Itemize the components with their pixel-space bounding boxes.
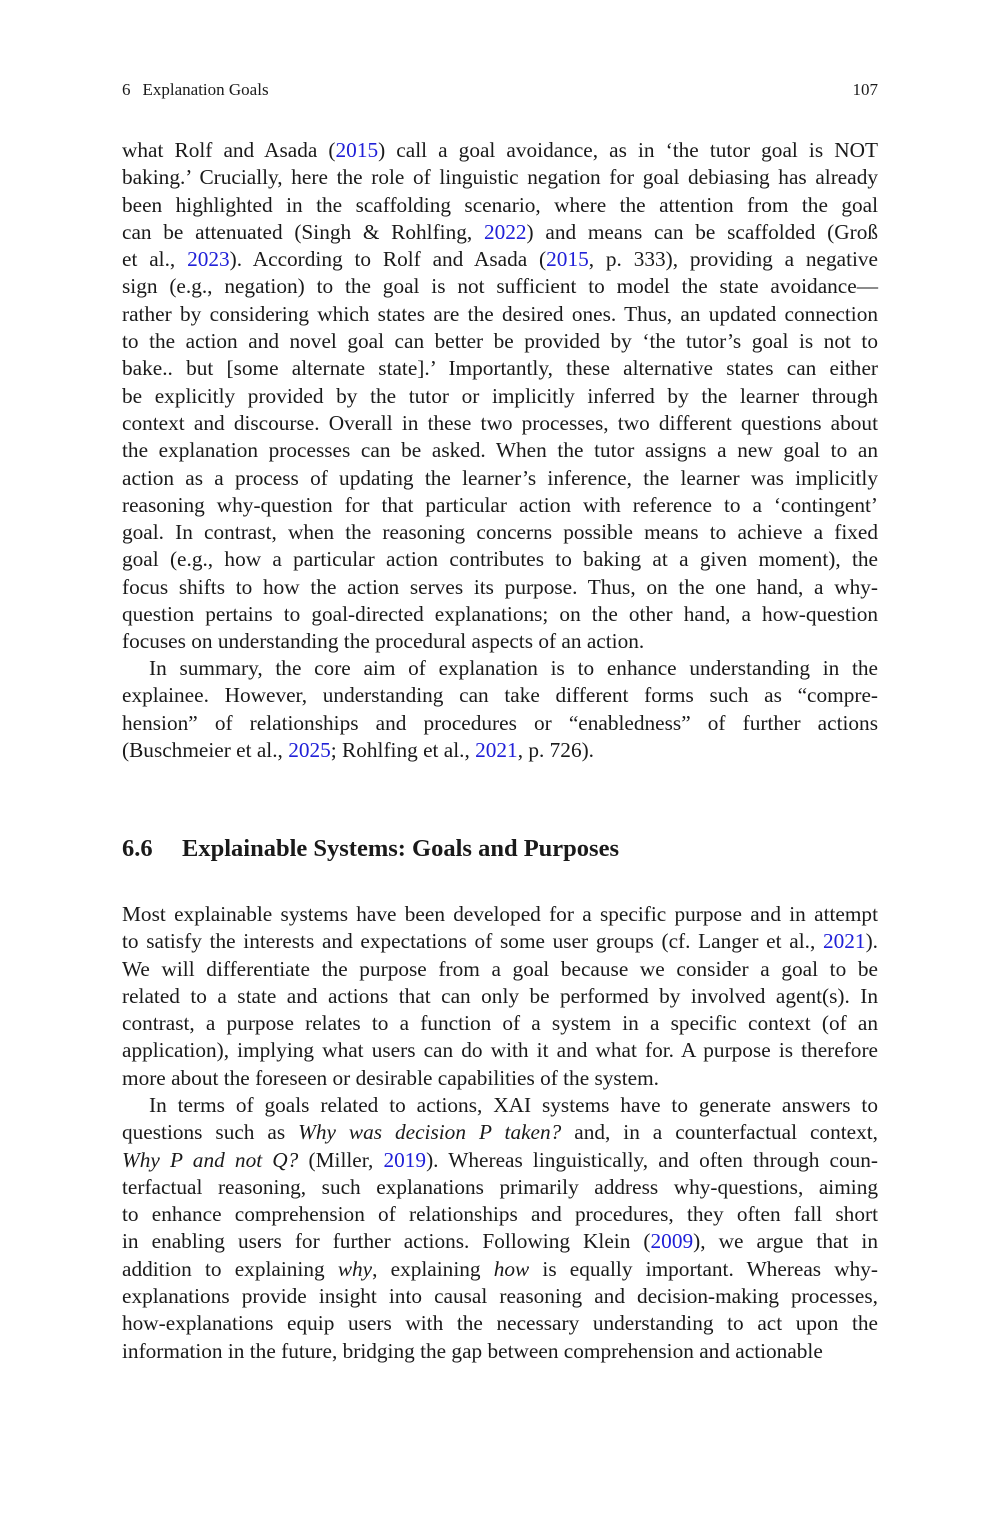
text-line bbox=[122, 1228, 878, 1255]
text-run: focus shifts to how the action serves its purpose. Thus, on the one hand, a why- bbox=[122, 574, 878, 599]
paragraph-goal-avoidance bbox=[122, 137, 878, 656]
text-run: be explicitly provided by the tutor or implicitly inferred by the learner through bbox=[122, 383, 878, 408]
text-line bbox=[122, 383, 878, 410]
text-line bbox=[122, 655, 878, 682]
citation-link[interactable]: 2021 bbox=[822, 929, 866, 954]
text-run: information in the future, bridging the gap between comprehension and actionable bbox=[122, 1338, 823, 1363]
text-line bbox=[122, 465, 878, 492]
citation-link[interactable]: 2015 bbox=[335, 138, 379, 162]
text-line bbox=[122, 710, 878, 737]
italic-text: why bbox=[337, 1256, 373, 1281]
text-run: explainee. However, understanding can take different forms such as “compre- bbox=[122, 683, 878, 708]
text-run: (Miller, bbox=[298, 1147, 384, 1172]
text-run: question pertains to goal-directed explanations; on the other hand, a how-question bbox=[122, 602, 878, 627]
text-run: context and discourse. Overall in these two processes, two different questions about bbox=[122, 410, 878, 435]
text-line bbox=[122, 628, 878, 655]
text-run: In terms of goals related to actions, XAI systems have to generate answers to bbox=[149, 1093, 878, 1117]
text-line bbox=[122, 246, 878, 273]
text-run: in enabling users for further actions. Following Klein ( bbox=[122, 1229, 651, 1254]
text-run: the explanation processes can be asked. When the tutor assigns a new goal to an bbox=[122, 438, 878, 463]
text-line bbox=[122, 1256, 878, 1283]
text-run: and, in a counterfactual context, bbox=[561, 1120, 878, 1145]
text-run: , p. 726). bbox=[517, 737, 595, 762]
section-title: Explainable Systems: Goals and Purposes bbox=[182, 835, 619, 862]
text-run: hension” of relationships and procedures or “enabledness” of further actions bbox=[122, 710, 878, 735]
text-run: reasoning why-question for that particular action with reference to a ‘contingent’ bbox=[122, 492, 878, 517]
text-line bbox=[122, 192, 878, 219]
section-heading bbox=[122, 834, 619, 864]
text-run: , explaining bbox=[372, 1256, 494, 1281]
text-run: focuses on understanding the procedural aspects of an action. bbox=[122, 629, 645, 654]
section-number: 6.6 bbox=[122, 835, 153, 862]
text-run: questions such as bbox=[122, 1120, 299, 1145]
text-run: ), we argue that in bbox=[693, 1229, 878, 1254]
text-run: ). According to Rolf and Asada ( bbox=[229, 247, 547, 272]
text-run: application), implying what users can do with it and what for. A purpose is therefore bbox=[122, 1038, 878, 1063]
text-run: sign (e.g., negation) to the goal is not sufficient to model the state avoidance— bbox=[122, 274, 878, 299]
paragraph-summary bbox=[122, 655, 878, 764]
citation-link[interactable]: 2022 bbox=[483, 219, 527, 244]
text-line bbox=[122, 410, 878, 437]
text-line bbox=[122, 137, 878, 164]
text-run: more about the foreseen or desirable capabilities of the system. bbox=[122, 1065, 659, 1090]
citation-link[interactable]: 2021 bbox=[475, 737, 518, 762]
page-number: 107 bbox=[852, 80, 878, 99]
text-line bbox=[122, 1037, 878, 1064]
italic-text: Why P and not Q? bbox=[122, 1147, 299, 1172]
text-line bbox=[122, 983, 878, 1010]
chapter-title: Explanation Goals bbox=[142, 80, 269, 99]
paragraph-purpose bbox=[122, 901, 878, 1092]
text-run: bake.. but [some alternate state].’ Importantly, these alternative states can either bbox=[122, 356, 878, 381]
text-run: contrast, a purpose relates to a function of a system in a specific context (of an bbox=[122, 1011, 878, 1036]
text-line bbox=[122, 1201, 878, 1228]
text-run: action as a process of updating the learner’s inference, the learner was implicitly bbox=[122, 465, 878, 490]
text-line bbox=[122, 1119, 878, 1146]
chapter-number: 6 bbox=[122, 80, 131, 99]
text-run: goal (e.g., how a particular action contributes to baking at a given moment), the bbox=[122, 547, 878, 572]
text-run: addition to explaining bbox=[122, 1256, 338, 1281]
italic-text: Why was decision P taken? bbox=[298, 1120, 562, 1145]
text-run: goal. In contrast, when the reasoning concerns possible means to achieve a fixed bbox=[122, 520, 878, 545]
text-run: how-explanations equip users with the necessary understanding to act upon the bbox=[122, 1311, 878, 1336]
running-head bbox=[122, 79, 878, 101]
text-line bbox=[122, 956, 878, 983]
text-line bbox=[122, 928, 878, 955]
italic-text: how bbox=[493, 1256, 530, 1281]
text-run: et al., bbox=[122, 247, 188, 272]
citation-link[interactable]: 2025 bbox=[288, 737, 331, 762]
text-run: ). bbox=[865, 929, 878, 954]
text-run: ) call a goal avoidance, as in ‘the tutor goal is NOT bbox=[378, 138, 878, 162]
text-line bbox=[122, 601, 878, 628]
text-line bbox=[122, 546, 878, 573]
text-run: In summary, the core aim of explanation is to enhance understanding in the bbox=[149, 656, 878, 680]
text-line bbox=[122, 301, 878, 328]
text-run: , p. 333), providing a negative bbox=[588, 247, 879, 272]
text-line bbox=[122, 164, 878, 191]
text-line bbox=[122, 437, 878, 464]
text-run: ; Rohlfing et al., bbox=[330, 737, 476, 762]
text-line bbox=[122, 492, 878, 519]
text-run: terfactual reasoning, such explanations primarily address why-questions, aiming bbox=[122, 1174, 878, 1199]
text-run: can be attenuated (Singh & Rohlfing, bbox=[122, 219, 484, 244]
text-run: baking.’ Crucially, here the role of linguistic negation for goal debiasing has already bbox=[122, 165, 878, 190]
text-line bbox=[122, 682, 878, 709]
text-line bbox=[122, 1310, 878, 1337]
text-run: (Buschmeier et al., bbox=[122, 737, 289, 762]
text-run: We will differentiate the purpose from a goal because we consider a goal to be bbox=[122, 956, 878, 981]
citation-link[interactable]: 2023 bbox=[187, 247, 230, 272]
text-run: is equally important. Whereas why- bbox=[529, 1256, 879, 1281]
text-run: ). Whereas linguistically, and often through coun- bbox=[426, 1147, 879, 1172]
text-run: explanations provide insight into causal reasoning and decision-making processes, bbox=[122, 1284, 878, 1309]
text-line bbox=[122, 1174, 878, 1201]
text-run: rather by considering which states are the desired ones. Thus, an updated connection bbox=[122, 301, 878, 326]
text-run: been highlighted in the scaffolding scenario, where the attention from the goal bbox=[122, 192, 878, 217]
text-line bbox=[122, 355, 878, 382]
text-run: to the action and novel goal can better be provided by ‘the tutor’s goal is not to bbox=[122, 329, 878, 354]
text-line bbox=[122, 901, 878, 928]
text-line bbox=[122, 1147, 878, 1174]
text-run: to enhance comprehension of relationships and procedures, they often fall short bbox=[122, 1202, 878, 1227]
text-line bbox=[122, 1283, 878, 1310]
text-line bbox=[122, 737, 878, 764]
text-line bbox=[122, 1092, 878, 1119]
text-line bbox=[122, 1338, 878, 1365]
text-run: ) and means can be scaffolded (Groß bbox=[526, 219, 878, 244]
paragraph-xai-goals bbox=[122, 1092, 878, 1365]
citation-link[interactable]: 2019 bbox=[383, 1147, 427, 1172]
citation-link[interactable]: 2015 bbox=[546, 247, 589, 272]
text-run: what Rolf and Asada ( bbox=[122, 138, 336, 162]
text-line bbox=[122, 273, 878, 300]
text-line bbox=[122, 219, 878, 246]
running-head-chapter bbox=[122, 79, 269, 101]
text-line bbox=[122, 1010, 878, 1037]
text-line bbox=[122, 574, 878, 601]
text-line bbox=[122, 328, 878, 355]
text-run: Most explainable systems have been developed for a specific purpose and in attempt bbox=[122, 902, 878, 926]
citation-link[interactable]: 2009 bbox=[650, 1229, 694, 1254]
text-run: related to a state and actions that can only be performed by involved agent(s). In bbox=[122, 983, 878, 1008]
text-line bbox=[122, 1065, 878, 1092]
text-line bbox=[122, 519, 878, 546]
text-run: to satisfy the interests and expectations of some user groups (cf. Langer et al., bbox=[122, 929, 823, 954]
